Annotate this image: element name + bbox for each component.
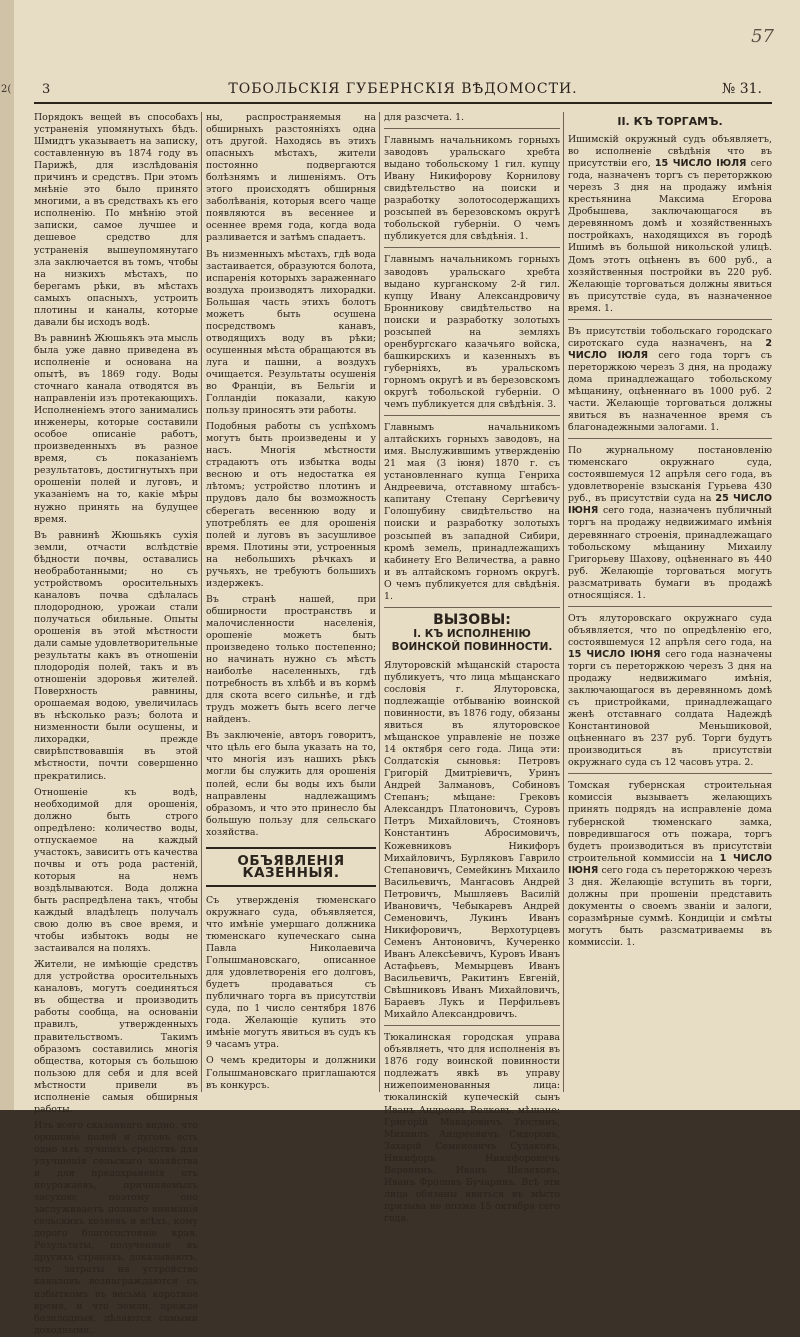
article-paragraph: Порядокъ вещей въ способахъ устраненія упомянутыхъ бѣдъ. Шмидтъ указываетъ на записку, составленную въ 1874 году въ Парижѣ, для изслѣдованія причинъ и средствъ. При этомъ мнѣніе это было принято многими, а въ средствахъ къ его исполненію. По мнѣнію этой записки, самое лучшее и дешевое средство для устраненія вышеупомянутаго зла заключается въ томъ, чтобы на низкихъ мѣстахъ, по берегамъ рѣки, въ мѣстахъ самыхъ опасныхъ, устроить плотины и каналы, которые давали бы исходъ водѣ. [34,112,198,328]
section-heading-vyzovy: ВЫЗОВЫ: [433,611,511,628]
article-paragraph: Изъ всего сказаннаго видно, что орошеніе полей и луговъ есть одно изъ лучшихъ средствъ для улучшенія сельскаго хозяйства и для предохраненія отъ неурожаевъ, причиняемыхъ засухою; поэтому оно заслуживаетъ полнаго вниманія сельскихъ хозяевъ и всѣхъ, кому дорого благосостояніе края. Результаты, полученные въ другихъ странахъ, доказываютъ, что затраты на устройство каналовъ вознаграждаются съ избыткомъ въ весьма короткое время, и что земли, прежде безплодныя, дѣлаются самыми доходными. [34,1119,198,1336]
notice-paragraph: Съ утвержденія тюменскаго окружнаго суда, объявляется, что имѣніе умершаго должника тюменскаго купеческаго сына Павла Николаевича Голышмановскаго, описанное для удовлетворенія его долговъ, будетъ продаваться съ публичнаго торга въ присутствіи суда, по 1 число сентября 1876 года. Желающіе купить это имѣніе могутъ явиться въ судъ къ 9 часамъ утра. [206,894,376,1051]
article-paragraph: Въ равнинѣ Жюшьякъ эта мысль была уже давно приведена въ исполненіе и основана на опытѣ, въ 1869 году. Воды сточнаго канала отводятся въ направленіи изъ протекающихъ. Исполненіемъ этого занимались инженеры, которые составили особое описаніе работъ, произведенныхъ въ разное время, съ показаніемъ результатовъ, достигнутыхъ при орошеніи полей и луговъ, и указаніемъ на то, какіе мѣры нужно принять на будущее время. [34,332,198,525]
section-heading-kazennye: ОБЪЯВЛЕНІЯ КАЗЕННЫЯ. [206,847,376,887]
section-subheading: I. КЪ ИСПОЛНЕНІЮ ВОИНСКОЙ ПОВИННОСТИ. [391,627,553,653]
column-2 [206,112,376,1092]
article-paragraph: Отношеніе къ водѣ, необходимой для орошенія, должно быть строго опредѣлено: количество воды, отпускаемое на каждый участокъ, зависитъ отъ качества почвы и отъ рода растеній, которыя на немъ воздѣлываются. Вода должна быть распредѣлена такъ, чтобы каждый владѣлецъ получалъ свою долю въ свое время, и чтобы избытокъ воды не застаивался на поляхъ. [34,786,198,955]
notice-paragraph: О чемъ кредиторы и должники Голышмановскаго приглашаются въ конкурсъ. [206,1055,376,1091]
auction-notice: Въ присутствіи тобольскаго городскаго сиротскаго суда назначенъ, на 2 ЧИСЛО ІЮЛЯ сего года торгъ съ переторжкою черезъ 3 дня, на продажу дома принадлежащаго тобольскому мѣщанину, оцѣненнаго въ 1000 руб. 2 части. Желающіе торговаться должны явиться въ назначенное время съ благонадежными залогами. 1. [568,325,772,434]
notice-paragraph: Главнымъ начальникомъ горныхъ заводовъ уральскаго хребта выдано курганскому 2-й гил. купцу Ивану Александровичу Бронникову свидѣтельство на поиски и разработку золотыхъ розсыпей на земляхъ оренбургскаго казачьяго войска, башкирскихъ и казенныхъ въ губерніяхъ, въ уральскомъ горномъ округѣ и въ березовскомъ округѣ тобольской губерніи. О чемъ публикуется для свѣдѣнія. 3. [384,254,560,411]
notice-paragraph: Тюкалинская городская управа объявляетъ, что для исполненія въ 1876 году воинской повинности подлежатъ явкѣ въ управу нижепоименованныя лица: тюкалинскій купеческій сынъ Иванъ Андреевъ Волковъ, мѣщане: Григорій Макаровичъ Тюстинъ, Михаилъ Андреевичъ Сидоровъ, Захарій Семеновичъ Судаковъ, Никифоръ Никифоровичъ Веренинъ, Иванъ Шелеховъ, Иванъ Фроловъ Бучаринъ. Всѣ эти лица обязаны явиться въ мѣсто призыва не позже 15 октября сего года. [384,1032,560,1224]
notice-paragraph: для разсчета. 1. [384,112,465,123]
auction-date: 15 ЧИСЛО ІЮНЯ [568,648,661,660]
page-number: 3 [42,82,51,97]
article-paragraph: Въ низменныхъ мѣстахъ, гдѣ вода застаивается, образуются болота, испаренія которыхъ зараженнаго воздуха производятъ лихорадки. Большая часть этихъ болотъ можетъ быть осушена посредствомъ канавъ, отводящихъ воду въ рѣки; осушенныя мѣста обращаются въ луга и пашни, а воздухъ очищается. Результаты осушенія во Франціи, въ Бельгіи и Голландіи показали, какую пользу приносятъ эти работы. [206,248,376,417]
handwritten-archive-number: 57 [751,26,774,47]
article-paragraph: Въ равнинѣ Жюшьякъ сухія земли, отчасти вслѣдствіе бѣдности почвы, оставались необработанными; но съ устройствомъ оросительныхъ каналовъ почва сдѣлалась плодородною, урожаи стали получаться обильные. Опыты орошенія въ этой мѣстности дали самые удовлетворительные результаты какъ въ отношеніи плодородія полей, такъ и въ отношеніи здоровья жителей. Поверхность равнины, орошаемая водою, увеличилась въ нѣсколько разъ; болота и низменности были осушены, и лихорадки, прежде свирѣпствовавшія въ этой мѣстности, почти совершенно прекратились. [34,529,198,782]
newspaper-title: ТОБОЛЬСКІЯ ГУБЕРНСКІЯ ВѢДОМОСТИ. [228,81,578,97]
article-paragraph: Подобныя работы съ успѣхомъ могутъ быть произведены и у насъ. Многія мѣстности страдаютъ отъ избытка воды весною и отъ недостатка ея лѣтомъ; устройство плотинъ и прудовъ дало бы возможность сберегать весеннюю воду и употреблять ее для орошенія полей и луговъ въ засушливое время. Плотины эти, устроенныя на небольшихъ рѣчкахъ и ручьяхъ, не требуютъ большихъ издержекъ. [206,421,376,589]
auction-notice: Томская губернская строительная комиссія вызываетъ желающихъ принять подрядъ на исправленіе дома губернской тюменскаго замка, повредившагося отъ пожара, торгъ будетъ производиться въ присутствіи строительной коммиссіи на 1 ЧИСЛО ІЮНЯ сего года съ переторжкою черезъ 3 дня. Желающіе вступить въ торги, должны при прошеніи представить документы о своемъ званіи и залоги, соразмѣрные суммѣ. Кондиціи и смѣты могутъ быть разсматриваемы въ коммиссіи. 1. [568,780,773,948]
previous-page-number: 2( [1,84,12,95]
auction-date: 1 ЧИСЛО ІЮНЯ [568,852,772,876]
notice-paragraph: Главнымъ начальникомъ алтайскихъ горныхъ заводовъ, на имя. Выслужившимъ утвержденію 21 мая (3 іюня) 1870 г. съ установленнаго купца Генриха Андреевича, отставному штабсъ-капитану Степану Сергѣевичу Голошубину свидѣтельство на поиски и разработку золотыхъ розсыпей въ западной Сибири, кромѣ земель, принадлежащихъ кабинету Его Величества, а равно и въ алтайскомъ горномъ округѣ. О чемъ публикуется для свѣдѣнія. 1. [384,422,560,602]
notice-paragraph: Главнымъ начальникомъ горныхъ заводовъ уральскаго хребта выдано тобольскому 1 гил. купцу Ивану Никифорову Корнилову свидѣтельство на поиски и разработку золотосодержащихъ розсыпей въ березовскомъ округѣ тобольской губерніи. О чемъ публикуется для свѣдѣнія. 1. [384,135,560,243]
auction-date: 2 ЧИСЛО ІЮЛЯ [568,337,772,361]
notice-paragraph: Ялуторовскій мѣщанскій староста публикуетъ, что лица мѣщанскаго сословія г. Ялуторовска, подлежащіе отбыванію воинской повинности, въ 1876 году, обязаны явиться въ ялуторовское мѣщанское управленіе не позже 14 октября сего года. Лица эти: Солдатскія сыновья: Петровъ Григорій Дмитріевичъ, Уринъ Андрей Залмановъ, Собиновъ Степанъ; мѣщане: Грековъ Александръ Платоновичъ, Суровъ Петръ Михайловичъ, Стояновъ Константинъ Абросимовичъ, Кожевниковъ Никифоръ Михайловичъ, Бурляковъ Гаврило Степановичъ, Семейкинъ Михаило Васильевичъ, Мангасовъ Андрей Петровичъ, Мышляевъ Василій Ивановичъ, Чебыкаревъ Андрей Семеновичъ, Лукинъ Иванъ Никифоровичъ, Верхотурцевъ Семенъ Антоновичъ, Кучеренко Иванъ Алексѣевичъ, Куровъ Иванъ Астафьевъ, Мемырцевъ Иванъ Васильевичъ, Ракитинъ Евгеній, Свѣшниковъ Иванъ Михайловичъ, Бараевъ Лукъ и Перфильевъ Михайло Александровичъ. [384,659,560,1021]
issue-number: № 31. [722,81,762,97]
column-1 [34,112,198,1336]
auction-notice: По журнальному постановленію тюменскаго окружнаго суда, состоявшемуся 12 апрѣля сего года, въ удовлетвореніе взысканія Гурьева 430 руб., въ присутствіи суда на 25 ЧИСЛО ІЮНЯ сего года, назначенъ публичный торгъ на продажу недвижимаго имѣнія деревяннаго строенія, принадлежащаго тобольскому мѣщанину Михаилу Григорьеву Шахову, оцѣненнаго въ 440 руб. Желающіе торговаться могутъ разсматривать бумаги въ продажѣ относящіяся. 1. [568,445,772,601]
column-rule [379,112,380,1092]
column-4 [568,112,772,1092]
column-rule [563,112,564,1092]
article-paragraph: ны, распространяемыя на обширныхъ разстояніяхъ одна отъ другой. Находясь въ этихъ опасныхъ мѣстахъ, жители постоянно подвергаются болѣзнямъ и лишеніямъ. Отъ этого происходятъ обширныя заболѣванія, которыя всего чаще появляются въ весеннее и осеннее время года, когда вода разливается и затѣмъ спадаетъ. [206,112,376,244]
page-header [34,72,772,104]
article-paragraph: Въ странѣ нашей, при обширности пространствъ и малочисленности населенія, орошеніе можетъ быть произведено только постепенно; но начинать нужно съ мѣстъ наиболѣе населенныхъ, гдѣ потребность въ хлѣбѣ и въ кормѣ для скота всего сильнѣе, и гдѣ трудъ можетъ быть всего легче найденъ. [206,593,376,726]
column-3 [384,112,560,1224]
auction-date: 25 ЧИСЛО ІЮНЯ [568,493,772,517]
article-paragraph: Въ заключеніе, авторъ говоритъ, что цѣль его была указать на то, что многія изъ нашихъ рѣкъ могли бы служить для орошенія полей, если бы воды ихъ были направлены надлежащимъ образомъ, и что это принесло бы большую пользу для сельскаго хозяйства. [206,730,376,838]
newspaper-page [14,0,800,1336]
auction-notice: Отъ ялуторовскаго окружнаго суда объявляется, что по опредѣленію его, состоявшемуся 12 апрѣля сего года, на 15 ЧИСЛО ІЮНЯ сего года назначены торги съ переторжкою черезъ 3 дня на продажу недвижимаго имѣнія, заключающагося въ деревянномъ домѣ съ пристройками, принадлежащаго женѣ отставнаго солдата Надеждѣ Константиновой Меньшиковой, оцѣненнаго въ 237 руб. Торги будутъ производиться въ присутствіи окружнаго суда съ 12 часовъ утра. 2. [568,612,772,769]
column-rule [201,112,202,1092]
auction-date: 15 ЧИСЛО ІЮЛЯ [654,158,747,170]
section-heading-torgi: II. КЪ ТОРГАМЪ. [617,115,723,128]
article-paragraph: Жители, не имѣющіе средствъ для устройства оросительныхъ каналовъ, могутъ соединяться въ общества и производить работы сообща, на основаніи правилъ, утвержденныхъ правительствомъ. Такимъ образомъ составились многія общества, которыя съ большою пользою для себя и для всей мѣстности привели въ исполненіе самыя обширныя работы. [34,959,198,1115]
auction-notice: Ишимскій окружный судъ объявляетъ, во исполненіе свѣдѣнія что въ присутствіи его, 15 ЧИСЛО ІЮЛЯ сего года, назначенъ торгъ съ переторжкою черезъ 3 дня на продажу имѣнія крестьянина Максима Егорова Дробышева, заключающагося въ деревянномъ домѣ и хозяйственныхъ постройкахъ, находящихся въ городѣ Ишимѣ въ большой никольской улицѣ. Домъ этотъ оцѣненъ въ 600 руб., а хозяйственныя постройки въ 220 руб. Желающіе торговаться должны явиться въ присутствіе суда, въ назначенное время. 1. [568,134,772,314]
